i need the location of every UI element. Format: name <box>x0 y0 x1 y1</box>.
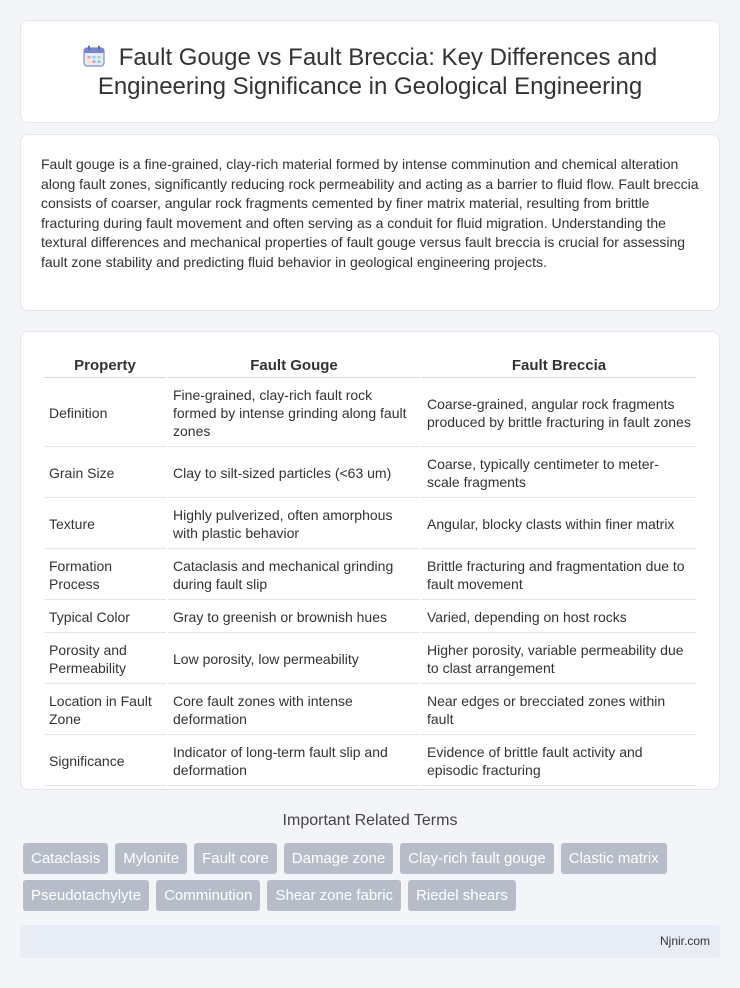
table-cell-breccia: Brittle fracturing and fragmentation due to fault movement <box>422 551 696 600</box>
related-term-tag[interactable]: Pseudotachylyte <box>23 880 149 911</box>
page-title <box>51 43 689 101</box>
related-terms-heading: Important Related Terms <box>282 812 458 829</box>
comparison-table-card <box>20 331 720 790</box>
table-cell-gouge: Gray to greenish or brownish hues <box>168 602 420 633</box>
table-cell-breccia: Varied, depending on host rocks <box>422 602 696 633</box>
table-row <box>44 686 696 735</box>
title-card <box>20 20 720 123</box>
table-cell-property: Texture <box>44 500 166 549</box>
table-cell-property: Location in Fault Zone <box>44 686 166 735</box>
table-cell-property: Porosity and Permeability <box>44 635 166 684</box>
related-term-tag[interactable]: Riedel shears <box>408 880 516 911</box>
table-cell-breccia: Angular, blocky clasts within finer matrix <box>422 500 696 549</box>
related-term-tag[interactable]: Comminution <box>156 880 260 911</box>
table-cell-property: Formation Process <box>44 551 166 600</box>
table-cell-property: Grain Size <box>44 449 166 498</box>
calendar-icon <box>83 45 105 67</box>
table-cell-gouge: Cataclasis and mechanical grinding during fault slip <box>168 551 420 600</box>
footer <box>20 925 720 958</box>
page-title-text: Fault Gouge vs Fault Breccia: Key Differences and Engineering Significance in Geological Engineering <box>97 43 658 100</box>
related-term-tag[interactable]: Cataclasis <box>23 843 108 874</box>
table-cell-gouge: Highly pulverized, often amorphous with plastic behavior <box>168 500 420 549</box>
table-row <box>44 602 696 633</box>
table-cell-gouge: Clay to silt-sized particles (<63 um) <box>168 449 420 498</box>
table-cell-property: Typical Color <box>44 602 166 633</box>
table-row <box>44 500 696 549</box>
table-cell-gouge: Fine-grained, clay-rich fault rock formed by intense grinding along fault zones <box>168 380 420 447</box>
table-row <box>44 551 696 600</box>
table-cell-breccia: Higher porosity, variable permeability due to clast arrangement <box>422 635 696 684</box>
table-cell-gouge: Low porosity, low permeability <box>168 635 420 684</box>
related-term-tag[interactable]: Damage zone <box>284 843 393 874</box>
column-header-property: Property <box>44 354 166 378</box>
column-header-fault-breccia: Fault Breccia <box>422 354 696 378</box>
table-row <box>44 380 696 447</box>
intro-paragraph: Fault gouge is a fine-grained, clay-rich material formed by intense comminution and chemical alteration along fault zones, significantly reducing rock permeability and acting as a barrier to fluid flow. Fault breccia consists of coarser, angular rock fragments cemented by finer matrix material, resulting from brittle fracturing during fault movement and often serving as a conduit for fluid migration. Understanding the textural differences and mechanical properties of fault gouge versus fault breccia is crucial for assessing fault zone stability and predicting fluid behavior in geological engineering projects. <box>41 156 699 270</box>
related-term-tag[interactable]: Mylonite <box>115 843 187 874</box>
footer-site-link[interactable]: Njnir.com <box>659 934 710 948</box>
intro-card <box>20 134 720 311</box>
table-row <box>44 449 696 498</box>
table-cell-property: Definition <box>44 380 166 447</box>
comparison-table <box>42 352 698 788</box>
related-term-tag[interactable]: Clay-rich fault gouge <box>400 843 554 874</box>
table-row <box>44 737 696 786</box>
table-cell-gouge: Core fault zones with intense deformation <box>168 686 420 735</box>
table-row <box>44 635 696 684</box>
related-term-tag[interactable]: Clastic matrix <box>561 843 667 874</box>
related-term-tag[interactable]: Fault core <box>194 843 277 874</box>
table-header-row <box>44 354 696 378</box>
related-terms-list <box>23 843 723 911</box>
table-cell-breccia: Coarse, typically centimeter to meter-scale fragments <box>422 449 696 498</box>
table-cell-breccia: Evidence of brittle fault activity and episodic fracturing <box>422 737 696 786</box>
table-cell-property: Significance <box>44 737 166 786</box>
table-cell-gouge: Indicator of long-term fault slip and deformation <box>168 737 420 786</box>
column-header-fault-gouge: Fault Gouge <box>168 354 420 378</box>
table-cell-breccia: Coarse-grained, angular rock fragments produced by brittle fracturing in fault zones <box>422 380 696 447</box>
related-term-tag[interactable]: Shear zone fabric <box>267 880 401 911</box>
table-cell-breccia: Near edges or brecciated zones within fault <box>422 686 696 735</box>
